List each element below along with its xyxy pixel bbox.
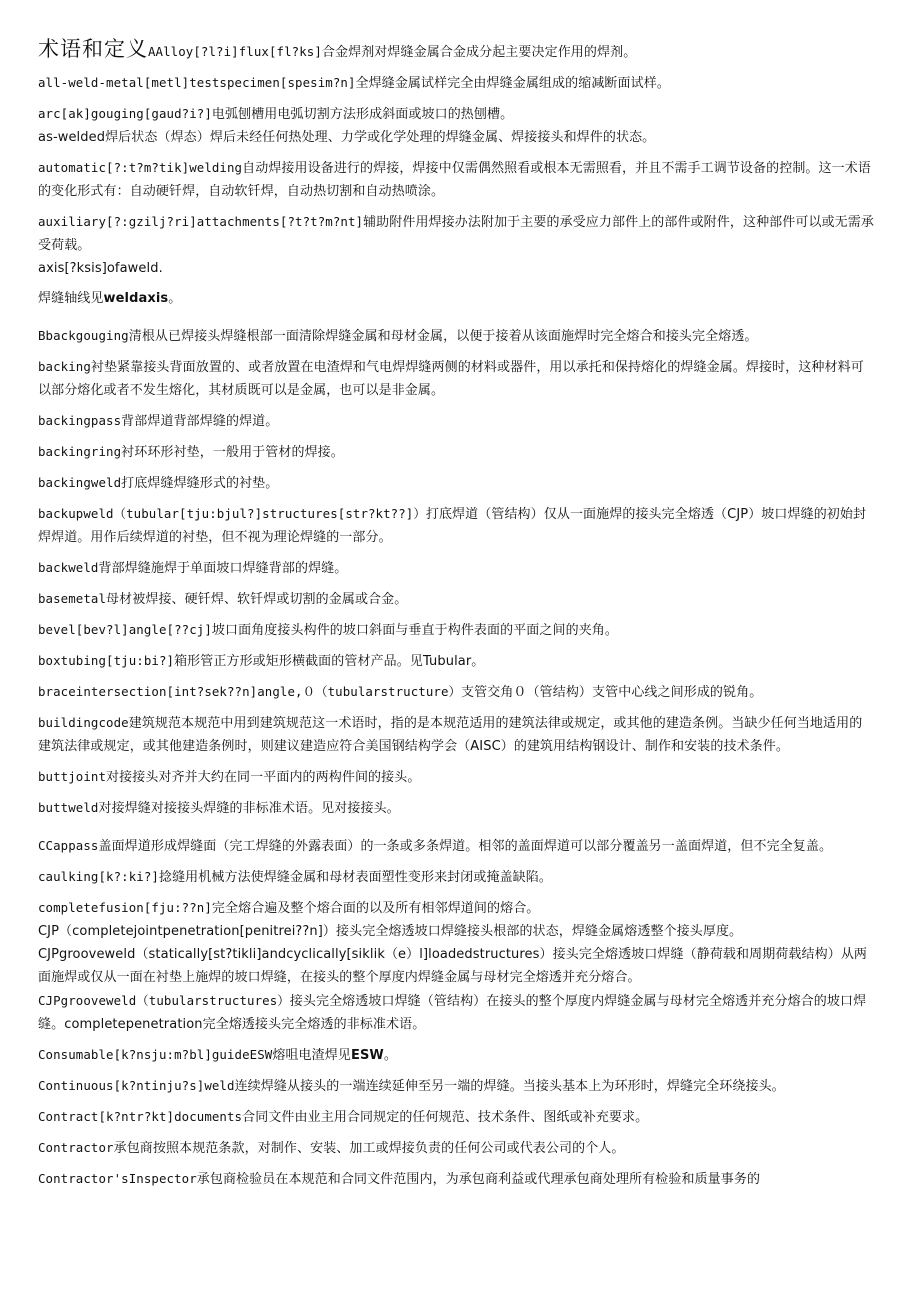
entry-axis-of-weld xyxy=(38,257,874,280)
entry-definition: 承包商按照本规范条款，对制作、安装、加工或焊接负责的任何公司或代表公司的个人。 xyxy=(113,1141,625,1156)
entry-term: CJPgrooveweld（tubularstructures） xyxy=(38,993,290,1008)
entry-definition: 捻缝用机械方法使焊缝金属和母材表面塑性变形来封闭或掩盖缺陷。 xyxy=(158,870,552,885)
entry-definition: 全焊缝金属试样完全由焊缝金属组成的缩减断面试样。 xyxy=(355,76,670,91)
entry-definition: 电弧刨槽用电弧切割方法形成斜面或坡口的热刨槽。 xyxy=(211,107,514,122)
entry-as-welded xyxy=(38,126,874,149)
entry-term: all-weld-metal[metl]testspecimen[spesim?n] xyxy=(38,75,356,90)
entry-term: Contractor xyxy=(38,1140,114,1155)
entry-definition: 焊缝轴线见 xyxy=(38,291,104,306)
entry-reference: ESW xyxy=(350,1048,384,1063)
entry-term: arc[ak]gouging[gaud?i?] xyxy=(38,106,212,121)
entry-cjp xyxy=(38,920,874,943)
entry-term: basemetal xyxy=(38,591,107,606)
entry-definition: 背部焊缝施焊于单面坡口焊缝背部的焊缝。 xyxy=(98,561,348,576)
entry-term: backingring xyxy=(38,444,122,459)
entry-term: automatic[?:t?m?tik]welding xyxy=(38,160,243,175)
entry-butt-joint xyxy=(38,765,874,789)
entry-backing-weld xyxy=(38,471,874,495)
entry-backgouging xyxy=(38,324,874,348)
entry-backing-pass xyxy=(38,409,874,433)
entry-definition: 盖面焊道形成焊缝面（完工焊缝的外露表面）的一条或多条焊道。相邻的盖面焊道可以部分覆盖另一盖面焊道，但不完全复盖。 xyxy=(98,839,833,854)
entry-definition: 背部焊道背部焊缝的焊道。 xyxy=(121,414,279,429)
entry-definition: 建筑规范本规范中用到建筑规范这一术语时，指的是本规范适用的建筑法律或规定，或其他的建造条例。当缺少任何当地适用的建筑法律或规定，或其他建造条例时，则建议建造应符合美国钢结构学会（AISC）的建筑用结构钢设计、制作和安装的技术条件。 xyxy=(38,716,863,754)
entry-arc-gouging xyxy=(38,102,874,126)
entry-definition: 接头完全熔透坡口焊缝（静荷载和周期荷载结构）从两面施焊或仅从一面在衬垫上施焊的坡口焊缝，在接头的整个厚度内焊缝金属与母材完全熔透并充分熔合。 xyxy=(38,947,868,985)
entry-definition: 辅助附件用焊接办法附加于主要的承受应力部件上的部件或附件，这种部件可以或无需承受荷载。 xyxy=(38,215,874,253)
entry-term: backweld xyxy=(38,560,99,575)
entry-term: axis[?ksis]ofaweld. xyxy=(38,261,163,276)
entry-back-weld xyxy=(38,556,874,580)
entry-term: Continuous[k?ntinju?s]weld xyxy=(38,1078,235,1093)
entry-definition: 坡口面角度接头构件的坡口斜面与垂直于构件表面的平面之间的夹角。 xyxy=(211,623,618,638)
entry-tail: 。 xyxy=(168,291,182,306)
entry-term: backing xyxy=(38,359,91,374)
entry-definition: 熔咀电渣焊见 xyxy=(272,1048,351,1063)
document-page xyxy=(38,38,874,1198)
entry-backing-ring xyxy=(38,440,874,464)
entry-term: Bbackgouging xyxy=(38,328,129,343)
entry-weld-axis-ref xyxy=(38,287,874,310)
entry-definition: 衬垫紧靠接头背面放置的、或者放置在电渣焊和气电焊焊缝两侧的材料或器件，用以承托和保持熔化的焊缝金属。焊接时，这种材料可以部分熔化或者不发生熔化，其材质既可以是金属，也可以是非金属。 xyxy=(38,360,864,398)
entry-definition: 连续焊缝从接头的一端连续延伸至另一端的焊缝。当接头基本上为环形时，焊缝完全环绕接头。 xyxy=(234,1079,785,1094)
entry-building-code xyxy=(38,711,874,758)
entry-auxiliary-attachments xyxy=(38,210,874,257)
entry-term: buildingcode xyxy=(38,715,129,730)
entry-term: backingweld xyxy=(38,475,122,490)
entry-backup-weld xyxy=(38,502,874,549)
entry-term: CJPgrooveweld（statically[st?tikli]andcyclically[siklik（e）l]loadedstructures） xyxy=(38,947,553,962)
document-title: 术语和定义 xyxy=(38,37,148,61)
entry-automatic-welding xyxy=(38,156,874,203)
entry-term: CJP（completejointpenetration[penitrei??n]） xyxy=(38,924,337,939)
entry-cjp-groove-weld-tubular xyxy=(38,989,874,1036)
entry-term: CCappass xyxy=(38,838,99,853)
entry-continuous-weld xyxy=(38,1074,874,1098)
entry-definition: 打底焊道（管结构）仅从一面施焊的接头完全熔透（CJP）坡口焊缝的初始封焊焊道。用作后续焊道的衬垫，但不视为理论焊缝的一部分。 xyxy=(38,507,867,545)
entry-term: completefusion[fju:??n] xyxy=(38,900,212,915)
entry-definition: 合同文件由业主用合同规定的任何规范、技术条件、图纸或补充要求。 xyxy=(242,1110,649,1125)
entry-contractor xyxy=(38,1136,874,1160)
entry-term: Contractor'sInspector xyxy=(38,1171,197,1186)
entry-term: boxtubing[tju:bi?] xyxy=(38,653,175,668)
entry-term: backingpass xyxy=(38,413,122,428)
entry-definition: 清根从已焊接头焊缝根部一面清除焊缝金属和母材金属，以便于接着从该面施焊时完全熔合和接头完全熔透。 xyxy=(128,329,758,344)
entry-term: buttjoint xyxy=(38,769,107,784)
entry-butt-weld xyxy=(38,796,874,820)
entry-definition: 衬环环形衬垫，一般用于管材的焊接。 xyxy=(121,445,344,460)
entry-definition: 承包商检验员在本规范和合同文件范围内，为承包商利益或代理承包商处理所有检验和质量事务的 xyxy=(196,1172,761,1187)
entry-term: Consumable[k?nsju:m?bl]guideESW xyxy=(38,1047,273,1062)
entry-base-metal xyxy=(38,587,874,611)
entry-term: as-welded xyxy=(38,130,106,145)
entry-reference: weldaxis xyxy=(103,291,169,306)
entry-definition: 母材被焊接、硬钎焊、软钎焊或切割的金属或合金。 xyxy=(106,592,408,607)
entry-backing xyxy=(38,355,874,402)
entry-cjp-groove-weld-static xyxy=(38,943,874,989)
entry-definition: 焊后状态（焊态）焊后未经任何热处理、力学或化学处理的焊缝金属、焊接接头和焊件的状态。 xyxy=(105,130,656,145)
entry-term: auxiliary[?:gzilj?ri]attachments[?t?t?m?nt] xyxy=(38,214,364,229)
entry-box-tubing xyxy=(38,649,874,673)
entry-caulking xyxy=(38,865,874,889)
entry-contract-documents xyxy=(38,1105,874,1129)
entry-term: caulking[k?:ki?] xyxy=(38,869,159,884)
entry-term: AAlloy[?l?i]flux[fl?ks] xyxy=(148,44,322,59)
entry-bevel-angle xyxy=(38,618,874,642)
entry-alloy-flux xyxy=(38,38,874,64)
entry-definition: 对接焊缝对接接头焊缝的非标准术语。见对接接头。 xyxy=(98,801,400,816)
entry-definition: 接头完全熔透坡口焊缝接头根部的状态，焊缝金属熔透整个接头厚度。 xyxy=(336,924,743,939)
entry-contractors-inspector xyxy=(38,1167,874,1191)
entry-term: bevel[bev?l]angle[??cj] xyxy=(38,622,212,637)
entry-consumable-guide-esw xyxy=(38,1043,874,1067)
entry-all-weld-metal xyxy=(38,71,874,95)
entry-brace-intersection-angle xyxy=(38,680,874,704)
entry-cap-pass xyxy=(38,834,874,858)
entry-term: backupweld（tubular[tju:bjul?]structures[str?kt??]） xyxy=(38,506,426,521)
entry-term: buttweld xyxy=(38,800,99,815)
entry-definition: 完全熔合遍及整个熔合面的以及所有相邻焊道间的熔合。 xyxy=(211,901,540,916)
entry-complete-fusion xyxy=(38,896,874,920)
entry-definition: 对接接头对齐并大约在同一平面内的两构件间的接头。 xyxy=(106,770,421,785)
entry-term: Contract[k?ntr?kt]documents xyxy=(38,1109,243,1124)
entry-definition: 合金焊剂对焊缝金属合金成分起主要决定作用的焊剂。 xyxy=(321,45,637,60)
entry-tail: 。 xyxy=(383,1048,397,1063)
entry-definition: 箱形管正方形或矩形横截面的管材产品。见Tubular。 xyxy=(174,654,485,669)
entry-definition: 接头完全熔透坡口焊缝（管结构）在接头的整个厚度内焊缝金属与母材完全熔透并充分熔合的坡口焊缝。completepenetration完全熔透接头完全熔透的非标准术语。 xyxy=(38,994,867,1032)
entry-term: braceintersection[int?sek??n]angle,０（tubularstructure） xyxy=(38,684,462,699)
entry-definition: 支管交角０（管结构）支管中心线之间形成的锐角。 xyxy=(461,685,763,700)
entry-definition: 自动焊接用设备进行的焊接，焊接中仅需偶然照看或根本无需照看，并且不需手工调节设备的控制。这一术语的变化形式有：自动硬钎焊，自动软钎焊，自动热切割和自动热喷涂。 xyxy=(38,161,871,199)
entry-definition: 打底焊缝焊缝形式的衬垫。 xyxy=(121,476,279,491)
